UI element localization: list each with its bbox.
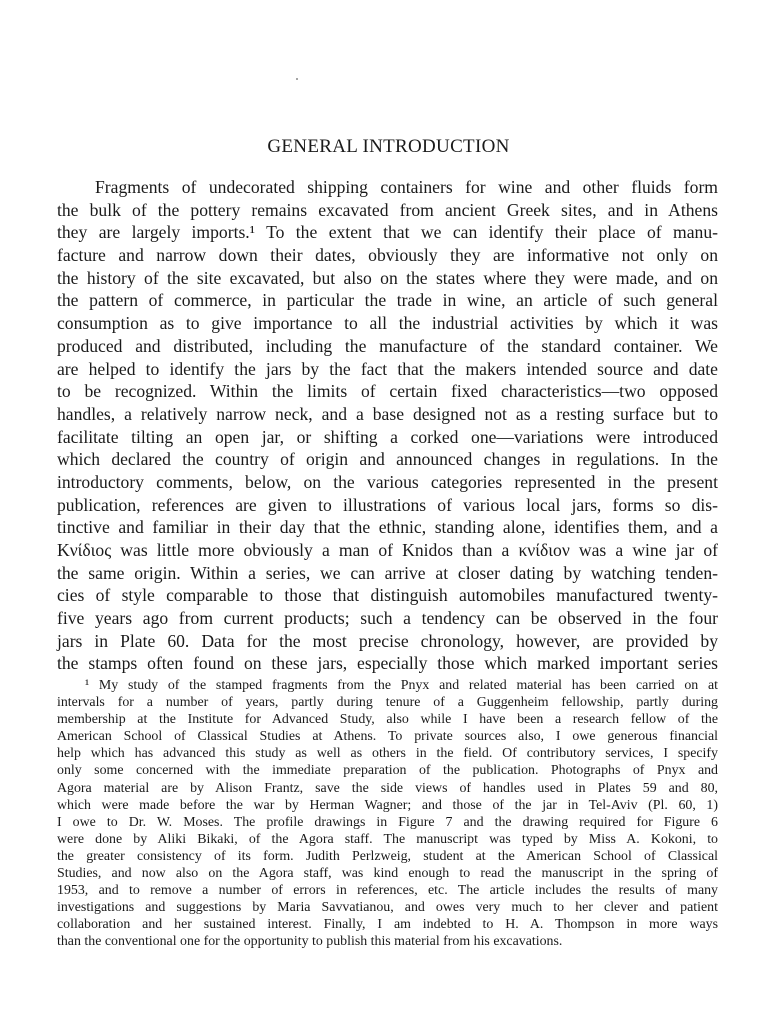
footnote-line: membership at the Institute for Advanced Study, also while I have been a research fellow of the xyxy=(57,712,718,728)
body-line: are helped to identify the jars by the fact that the makers intended source and date xyxy=(57,358,718,379)
footnote-line: help which has advanced this study as well as others in the field. Of contributory services, I specify xyxy=(57,746,718,762)
footnote-line: were done by Aliki Bikaki, of the Agora staff. The manuscript was typed by Miss A. Kokoni, to xyxy=(57,831,718,847)
footnote xyxy=(57,677,718,951)
body-line: Fragments of undecorated shipping containers for wine and other fluids form xyxy=(95,177,718,197)
body-line: introductory comments, below, on the various categories represented in the present xyxy=(57,471,718,492)
scan-speck xyxy=(296,78,298,80)
body-paragraph xyxy=(57,176,718,675)
body-line: tinctive and familiar in their day that the ethnic, standing alone, identifies them, and a xyxy=(57,517,718,538)
footnote-line: than the conventional one for the opportunity to publish this material from his excavations. xyxy=(57,934,563,950)
footnote-line: I owe to Dr. W. Moses. The profile drawings in Figure 7 and the drawing required for Figure 6 xyxy=(57,814,718,830)
body-line: facilitate tilting an open jar, or shifting a corked one—variations were introduced xyxy=(57,426,718,447)
body-line: the stamps often found on these jars, especially those which marked important series xyxy=(57,653,718,674)
body-line: the bulk of the pottery remains excavated from ancient Greek sites, and in Athens xyxy=(57,199,718,220)
body-line: they are largely imports.¹ To the extent that we can identify their place of manu- xyxy=(57,222,718,243)
body-line: the history of the site excavated, but also on the states where they were made, and on xyxy=(57,267,718,288)
footnote-line: ¹ My study of the stamped fragments from the Pnyx and related material has been carried on at xyxy=(85,678,718,693)
footnote-line: only some concerned with the immediate preparation of the publication. Photographs of Pnyx and xyxy=(57,763,718,779)
body-line: the pattern of commerce, in particular the trade in wine, an article of such general xyxy=(57,290,718,311)
body-line: jars in Plate 60. Data for the most precise chronology, however, are provided by xyxy=(57,630,718,651)
page-title: GENERAL INTRODUCTION xyxy=(267,136,510,157)
body-line: which declared the country of origin and announced changes in regulations. In the xyxy=(57,449,718,470)
body-line: handles, a relatively narrow neck, and a base designed not as a resting surface but to xyxy=(57,403,718,424)
footnote-line: collaboration and her sustained interest. Finally, I am indebted to H. A. Thompson in more ways xyxy=(57,917,718,933)
footnote-line: which were made before the war by Herman Wagner; and those of the jar in Tel-Aviv (Pl. 60, 1) xyxy=(57,797,718,813)
footnote-line: intervals for a number of years, partly during tenure of a Guggenheim fellowship, partly during xyxy=(57,695,718,711)
body-line: five years ago from current products; such a tendency can be observed in the four xyxy=(57,608,718,629)
footnote-line: Studies, and now also on the Agora staff, was kind enough to read the manuscript in the spring of xyxy=(57,866,718,882)
footnote-line: investigations and suggestions by Maria Savvatianou, and owes very much to her clever and patient xyxy=(57,900,718,916)
body-line: the same origin. Within a series, we can arrive at closer dating by watching tenden- xyxy=(57,562,718,583)
body-line: consumption as to give importance to all the industrial activities by which it was xyxy=(57,313,718,334)
footnote-line: Agora material are by Alison Frantz, save the side views of handles used in Plates 59 and 80, xyxy=(57,780,718,796)
footnote-line: American School of Classical Studies at Athens. To private sources also, I owe generous financial xyxy=(57,729,718,745)
body-line: to be recognized. Within the limits of certain fixed characteristics—two opposed xyxy=(57,381,718,402)
body-line: facture and narrow down their dates, obviously they are informative not only on xyxy=(57,245,718,266)
body-line: produced and distributed, including the manufacture of the standard container. We xyxy=(57,335,718,356)
body-line: cies of style comparable to those that distinguish automobiles manufactured twenty- xyxy=(57,585,718,606)
footnote-line: the greater consistency of its form. Judith Perlzweig, student at the American School of Classical xyxy=(57,848,718,864)
body-line: publication, references are given to illustrations of various local jars, forms so dis- xyxy=(57,494,718,515)
body-line: Κνίδιος was little more obviously a man of Knidos than a κνίδιον was a wine jar of xyxy=(57,540,718,560)
footnote-line: 1953, and to remove a number of errors in references, etc. The article includes the results of many xyxy=(57,883,718,899)
